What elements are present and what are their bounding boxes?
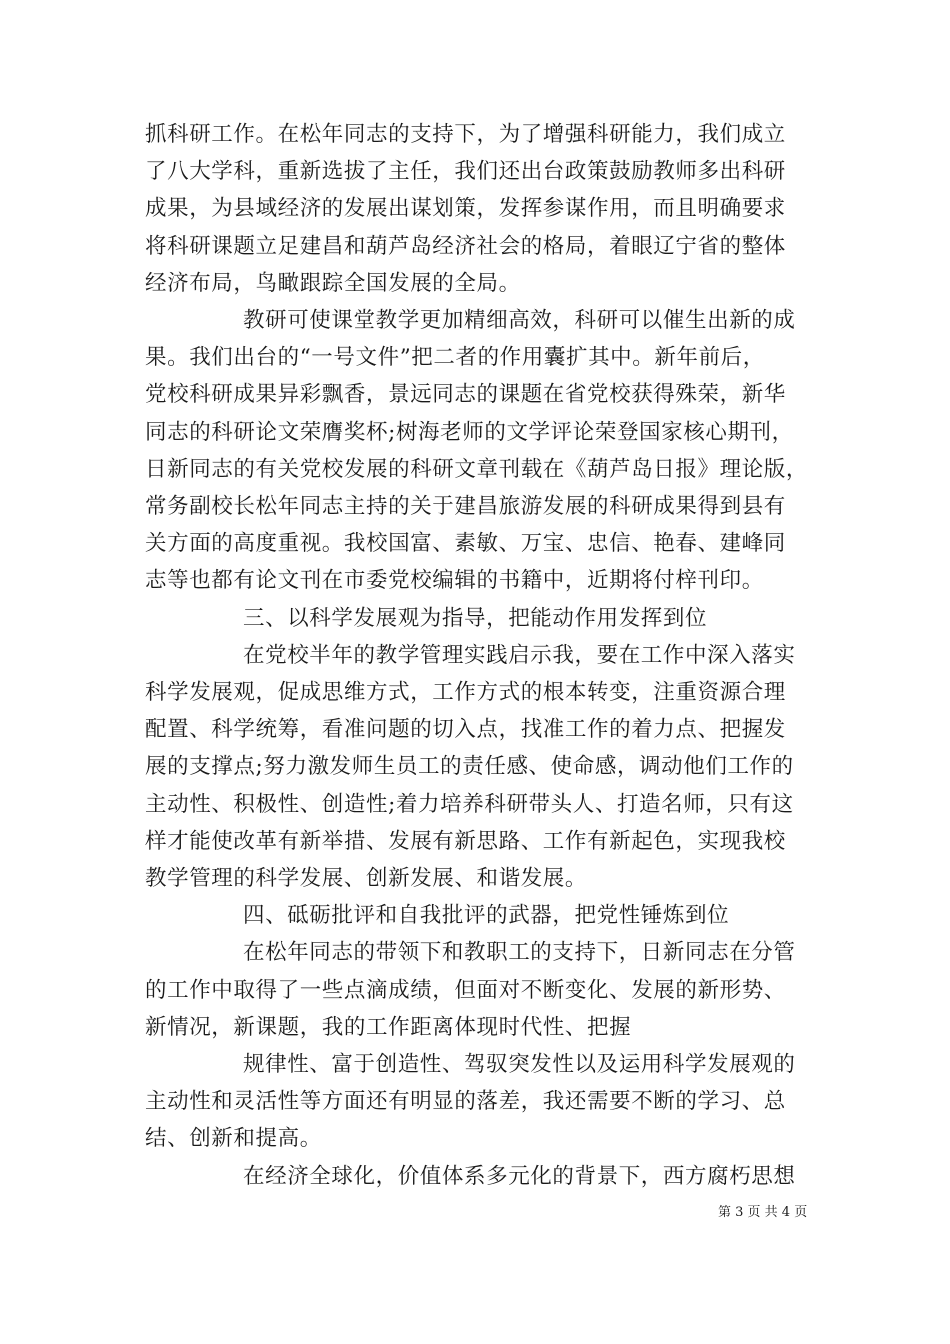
body-text-line: 常务副校长松年同志主持的关于建昌旅游发展的科研成果得到县有 (145, 494, 786, 519)
body-text-line: 展的支撑点;努力激发师生员工的责任感、使命感，调动他们工作的 (145, 754, 794, 780)
body-text-line: 关方面的高度重视。我校国富、素敏、万宝、忠信、艳春、建峰同 (145, 531, 786, 557)
body-text-line: 志等也都有论文刊在市委党校编辑的书籍中，近期将付梓刊印。 (145, 568, 764, 594)
section-heading: 四、砥砺批评和自我批评的武器，把党性锤炼到位 (243, 903, 730, 929)
body-text-line: 将科研课题立足建昌和葫芦岛经济社会的格局，着眼辽宁省的整体 (145, 233, 786, 259)
body-text-line: 主动性、积极性、创造性;着力培养科研带头人、打造名师，只有这 (145, 791, 794, 817)
body-text-line: 经济布局，鸟瞰跟踪全国发展的全局。 (145, 270, 521, 296)
body-text-line: 成果，为县域经济的发展出谋划策，发挥参谋作用，而且明确要求 (145, 196, 786, 222)
body-text-line: 了八大学科，重新选拔了主任，我们还出台政策鼓励教师多出科研 (145, 159, 786, 185)
paragraph-first-line: 在松年同志的带领下和教职工的支持下，日新同志在分管 (243, 940, 796, 966)
body-text-line: 日新同志的有关党校发展的科研文章刊载在《葫芦岛日报》理论版， (145, 456, 809, 482)
body-text-line: 样才能使改革有新举措、发展有新思路、工作有新起色，实现我校 (145, 828, 786, 854)
body-text-line: 的工作中取得了一些点滴成绩，但面对不断变化、发展的新形势、 (145, 977, 786, 1003)
paragraph-first-line: 规律性、富于创造性、驾驭突发性以及运用科学发展观的 (243, 1052, 796, 1077)
body-text-line: 结、创新和提高。 (145, 1126, 322, 1152)
body-text-line: 配置、科学统筹，看准问题的切入点，找准工作的着力点、把握发 (145, 717, 786, 743)
body-text-line: 抓科研工作。在松年同志的支持下，为了增强科研能力，我们成立 (145, 122, 786, 147)
paragraph-first-line: 教研可使课堂教学更加精细高效，科研可以催生出新的成 (243, 308, 796, 333)
body-text-line: 果。我们出台的“一号文件”把二者的作用囊扩其中。新年前后， (145, 345, 765, 371)
section-heading: 三、以科学发展观为指导，把能动作用发挥到位 (243, 605, 708, 631)
body-text-line: 党校科研成果异彩飘香，景远同志的课题在省党校获得殊荣，新华 (145, 382, 786, 408)
body-text-line: 主动性和灵活性等方面还有明显的落差，我还需要不断的学习、总 (145, 1089, 786, 1115)
body-text-line: 科学发展观，促成思维方式，工作方式的根本转变，注重资源合理 (145, 680, 786, 705)
body-text-line: 新情况，新课题，我的工作距离体现时代性、把握 (145, 1014, 632, 1040)
paragraph-first-line: 在经济全球化，价值体系多元化的背景下，西方腐朽思想 (243, 1163, 796, 1189)
page-number: 第 3 页 共 4 页 (718, 1205, 808, 1220)
body-text-line: 教学管理的科学发展、创新发展、和谐发展。 (145, 866, 588, 891)
body-text-line: 同志的科研论文荣膺奖杯;树海老师的文学评论荣登国家核心期刊， (145, 419, 794, 445)
paragraph-first-line: 在党校半年的教学管理实践启示我，要在工作中深入落实 (243, 642, 796, 668)
